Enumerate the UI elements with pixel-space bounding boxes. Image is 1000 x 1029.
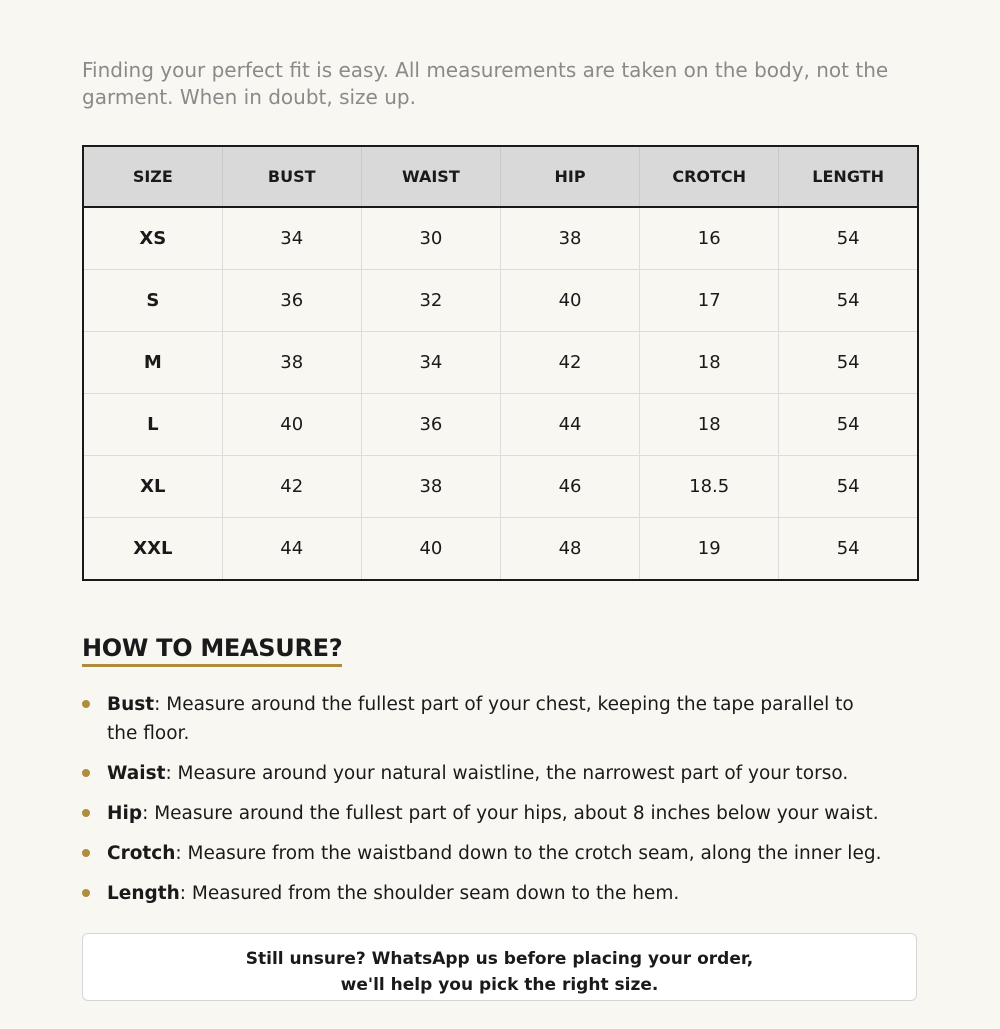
header-size: SIZE bbox=[83, 146, 222, 207]
crotch-cell: 16 bbox=[640, 207, 779, 270]
table-header-row bbox=[83, 146, 918, 207]
bullet-dot-icon bbox=[82, 700, 90, 708]
help-note-line-1: Still unsure? WhatsApp us before placing your order, bbox=[245, 949, 754, 969]
bullet-dot-icon bbox=[82, 769, 90, 777]
bullet-dot-icon bbox=[82, 849, 90, 857]
waist-cell: 30 bbox=[361, 207, 500, 270]
length-cell: 54 bbox=[779, 207, 918, 270]
hip-cell: 42 bbox=[500, 332, 639, 394]
bust-cell: 40 bbox=[222, 394, 361, 456]
measure-description: : Measured from the shoulder seam down to the hem. bbox=[179, 883, 680, 904]
list-item bbox=[82, 799, 882, 828]
bullet-dot-icon bbox=[82, 809, 90, 817]
list-item bbox=[82, 759, 882, 788]
list-item bbox=[82, 839, 882, 868]
table-row bbox=[83, 332, 918, 394]
help-note-box bbox=[82, 933, 917, 1001]
bullet-dot-icon bbox=[82, 889, 90, 897]
intro-text: Finding your perfect fit is easy. All measurements are taken on the body, not the garment. When in doubt, size up. bbox=[82, 58, 889, 109]
measure-term: Bust bbox=[107, 694, 155, 715]
size-cell: L bbox=[83, 394, 222, 456]
measure-list bbox=[82, 690, 882, 919]
list-item bbox=[82, 879, 882, 908]
size-cell: XL bbox=[83, 456, 222, 518]
help-note-line-2: we'll help you pick the right size. bbox=[340, 975, 659, 995]
length-cell: 54 bbox=[779, 270, 918, 332]
measure-term: Waist bbox=[107, 763, 166, 784]
measure-description: : Measure around the fullest part of your hips, about 8 inches below your waist. bbox=[142, 803, 879, 824]
measure-description: : Measure around the fullest part of your chest, keeping the tape parallel to the floor. bbox=[107, 694, 854, 744]
length-cell: 54 bbox=[779, 456, 918, 518]
size-cell: XS bbox=[83, 207, 222, 270]
table-row bbox=[83, 270, 918, 332]
crotch-cell: 18 bbox=[640, 394, 779, 456]
crotch-cell: 17 bbox=[640, 270, 779, 332]
length-cell: 54 bbox=[779, 394, 918, 456]
bust-cell: 34 bbox=[222, 207, 361, 270]
table-row bbox=[83, 207, 918, 270]
waist-cell: 38 bbox=[361, 456, 500, 518]
header-crotch: CROTCH bbox=[640, 146, 779, 207]
size-cell: XXL bbox=[83, 518, 222, 581]
measure-term: Crotch bbox=[107, 843, 176, 864]
how-to-measure-heading: HOW TO MEASURE? bbox=[82, 633, 342, 667]
header-waist: WAIST bbox=[361, 146, 500, 207]
measure-description: : Measure around your natural waistline, the narrowest part of your torso. bbox=[165, 763, 849, 784]
header-bust: BUST bbox=[222, 146, 361, 207]
crotch-cell: 18.5 bbox=[640, 456, 779, 518]
table-row bbox=[83, 394, 918, 456]
header-length: LENGTH bbox=[779, 146, 918, 207]
list-item bbox=[82, 690, 882, 748]
waist-cell: 34 bbox=[361, 332, 500, 394]
length-cell: 54 bbox=[779, 332, 918, 394]
table-row bbox=[83, 518, 918, 581]
bust-cell: 44 bbox=[222, 518, 361, 581]
hip-cell: 38 bbox=[500, 207, 639, 270]
crotch-cell: 18 bbox=[640, 332, 779, 394]
waist-cell: 36 bbox=[361, 394, 500, 456]
hip-cell: 40 bbox=[500, 270, 639, 332]
header-hip: HIP bbox=[500, 146, 639, 207]
size-cell: S bbox=[83, 270, 222, 332]
size-chart-table bbox=[82, 145, 919, 581]
size-cell: M bbox=[83, 332, 222, 394]
waist-cell: 32 bbox=[361, 270, 500, 332]
hip-cell: 46 bbox=[500, 456, 639, 518]
measure-description: : Measure from the waistband down to the crotch seam, along the inner leg. bbox=[175, 843, 882, 864]
measure-term: Hip bbox=[107, 803, 143, 824]
hip-cell: 48 bbox=[500, 518, 639, 581]
waist-cell: 40 bbox=[361, 518, 500, 581]
crotch-cell: 19 bbox=[640, 518, 779, 581]
hip-cell: 44 bbox=[500, 394, 639, 456]
bust-cell: 42 bbox=[222, 456, 361, 518]
table-row bbox=[83, 456, 918, 518]
bust-cell: 38 bbox=[222, 332, 361, 394]
length-cell: 54 bbox=[836, 538, 860, 559]
bust-cell: 36 bbox=[222, 270, 361, 332]
measure-term: Length bbox=[107, 883, 180, 904]
